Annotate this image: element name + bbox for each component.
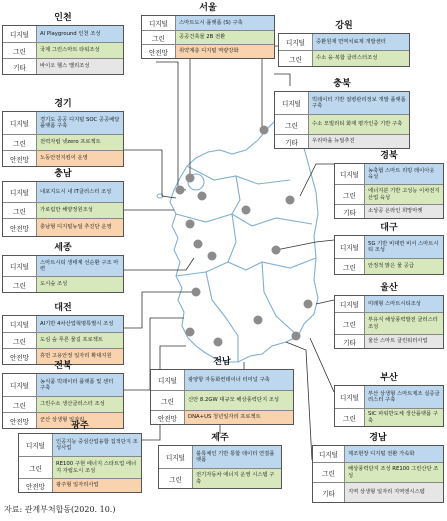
category-label: 그린: [3, 135, 37, 150]
row-digital: [279, 34, 409, 50]
region-incheon-box: [2, 25, 124, 75]
region-gyeonggi-title: 경기: [54, 99, 72, 109]
row-green: [3, 276, 123, 292]
region-chungbuk: [274, 78, 410, 149]
initiative-text: 스마트시티 생태계 선순환 구조 마련: [37, 256, 123, 276]
category-label: 그린: [142, 31, 176, 44]
region-sejong-title: 세종: [54, 243, 72, 253]
row-safety: [3, 150, 123, 166]
region-sejong: [2, 242, 124, 293]
initiative-text: 인공지능 중심산업융합 집적단지 조성사업: [53, 434, 141, 456]
category-label: 그린: [3, 277, 37, 292]
row-digital: [3, 316, 123, 332]
region-chungbuk-title: 충북: [333, 79, 351, 89]
row-digital: [275, 92, 409, 114]
initiative-text: AI기반 4차산업혁명특별시 조성: [37, 316, 123, 332]
region-incheon-title: 인천: [54, 13, 72, 23]
category-label: 디지털: [19, 434, 53, 456]
row-green: [275, 114, 409, 134]
category-label: 디지털: [3, 112, 37, 134]
category-label: 안전망: [3, 219, 37, 236]
region-daegu-title: 대구: [380, 223, 398, 233]
initiative-text: 중환원재 면역치료제 개발센터: [313, 34, 409, 50]
region-gwangju-box: [18, 433, 142, 493]
category-label: 디지털: [335, 296, 365, 312]
region-jeonnam: [150, 356, 294, 425]
initiative-text: 해상풍력단지 조성 RE100 그린산단 조성: [345, 463, 443, 482]
initiative-text: DNA+US 청년일자리 프로젝트: [185, 411, 293, 424]
category-label: 디지털: [335, 386, 365, 408]
leader-gyeonggi: [123, 150, 176, 198]
initiative-text: 광주형 일자리사업: [53, 479, 141, 492]
region-gangwon: [278, 20, 410, 67]
initiative-text: 국제 그린스마트 타워조성: [37, 43, 123, 58]
region-jeonnam-box: [150, 369, 294, 425]
marker-incheon: [176, 186, 185, 195]
row-digital: [19, 434, 141, 456]
category-label: 기타: [335, 205, 365, 218]
initiative-text: 내포지도시 내 IT클러스터 조성: [37, 182, 123, 202]
row-digital: [151, 370, 293, 390]
marker-gangwon: [260, 126, 269, 135]
marker-gwangju: [186, 328, 195, 337]
row-green: [151, 390, 293, 410]
row-digital: [313, 446, 443, 462]
region-ulsan-title: 울산: [380, 283, 398, 293]
region-gyeonggi-box: [2, 111, 124, 167]
category-label: 그린: [335, 313, 365, 334]
row-green: [335, 312, 443, 334]
category-label: 그린: [313, 463, 345, 482]
row-digital: [335, 164, 443, 184]
region-gwangju: [18, 420, 142, 493]
region-gwangju-title: 광주: [71, 421, 89, 431]
initiative-text: 도시숲 조성: [37, 277, 123, 292]
region-busan: [334, 372, 444, 427]
category-label: 안전망: [3, 349, 37, 364]
category-label: 그린: [3, 43, 37, 58]
initiative-text: 충남형 디지털뉴딜 추진단 운영: [37, 219, 123, 236]
marker-sejong: [194, 240, 203, 249]
leader-incheon: [156, 62, 186, 190]
row-green: [142, 30, 274, 44]
region-chungnam: [2, 168, 124, 237]
region-jeju-box: [158, 445, 282, 489]
region-busan-title: 부산: [380, 373, 398, 383]
row-green: [19, 456, 141, 478]
row-etc: [275, 134, 409, 148]
category-label: 디지털: [142, 16, 176, 30]
row-green: [3, 42, 123, 58]
region-sejong-box: [2, 255, 124, 293]
category-label: 그린: [3, 203, 37, 218]
category-label: 디지털: [313, 446, 345, 462]
initiative-text: AI Playground 인천 조성: [37, 26, 123, 42]
initiative-text: 휴먼 고용안정 일자리 확대지원: [37, 349, 123, 364]
category-label: 안전망: [151, 411, 185, 424]
region-chungnam-box: [2, 181, 124, 237]
category-label: 그린: [3, 333, 37, 348]
category-label: 그린: [275, 115, 309, 134]
row-green: [313, 462, 443, 482]
initiative-text: 공공건축물 2B 전환: [176, 31, 274, 44]
region-jeju-title: 제주: [211, 433, 229, 443]
row-green: [159, 468, 281, 488]
row-green: [335, 258, 443, 274]
category-label: 안전망: [3, 413, 37, 428]
row-etc: [313, 482, 443, 502]
marker-gyeonggi: [198, 192, 207, 201]
region-daegu: [334, 222, 444, 275]
region-gyeongnam: [312, 432, 444, 503]
region-jeju: [158, 432, 282, 489]
row-digital: [3, 26, 123, 42]
marker-jeonbuk: [192, 288, 201, 297]
region-seoul-box: [141, 15, 275, 59]
row-green: [335, 408, 443, 426]
category-label: 그린: [335, 185, 365, 204]
marker-seoul: [186, 174, 195, 183]
region-gyeongnam-title: 경남: [369, 433, 387, 443]
category-label: 그린: [159, 469, 193, 488]
region-chungnam-title: 충남: [54, 169, 72, 179]
row-green: [335, 184, 443, 204]
region-busan-box: [334, 385, 444, 427]
region-gangwon-box: [278, 33, 410, 67]
category-label: 디지털: [3, 26, 37, 42]
row-etc: [335, 334, 443, 348]
initiative-text: 안정적 맑은 물 공급: [365, 259, 443, 274]
initiative-text: 농식품 빅데이터 플랫폼 및 센터 구축: [37, 374, 123, 396]
category-label: 그린: [3, 397, 37, 412]
category-label: 기타: [3, 59, 37, 74]
region-gyeongbuk-box: [334, 163, 444, 219]
initiative-text: 노동안전지킴이 운영: [37, 151, 123, 166]
marker-jeonnam: [214, 338, 223, 347]
marker-chungnam: [186, 220, 195, 229]
region-daejeon: [2, 302, 124, 365]
initiative-text: 전력자립 넷zero 프로젝트: [37, 135, 123, 150]
region-daegu-box: [334, 235, 444, 275]
category-label: 기타: [313, 483, 345, 502]
initiative-text: 광양항 자동화컨테이너 터미널 구축: [185, 370, 293, 390]
initiative-text: 지역 상생형 일자리 지역엔시스템: [345, 483, 443, 502]
category-label: 디지털: [151, 370, 185, 390]
row-etc: [335, 204, 443, 218]
initiative-text: 취약계층 디지털 역량강화: [176, 45, 274, 58]
row-digital: [3, 182, 123, 202]
region-jeonnam-title: 전남: [213, 357, 231, 367]
region-chungbuk-box: [274, 91, 410, 149]
category-label: 디지털: [3, 182, 37, 202]
initiative-text: 부유식 해상풍력발전 클러스터 조성: [365, 313, 443, 334]
marker-gyeongbuk: [286, 196, 295, 205]
category-label: 그린: [279, 51, 313, 66]
row-safety: [19, 478, 141, 492]
row-safety: [3, 218, 123, 236]
row-safety: [151, 410, 293, 424]
marker-chungbuk: [242, 206, 251, 215]
region-gyeongbuk-title: 경북: [380, 151, 398, 161]
row-etc: [3, 58, 123, 74]
marker-daejeon: [208, 252, 217, 261]
region-gyeongnam-box: [312, 445, 444, 503]
row-green: [3, 134, 123, 150]
initiative-text: 군산 상생형 일자리: [37, 413, 123, 428]
category-label: 디지털: [3, 256, 37, 276]
initiative-text: 5G 기반 비대면 비서 스마트시티 조성: [365, 236, 443, 258]
marker-gyeongnam: [254, 316, 263, 325]
row-digital: [335, 296, 443, 312]
marker-daegu: [272, 246, 281, 255]
initiative-text: 부산 상생형 스마트제조 실증클러스터 구축: [365, 386, 443, 408]
region-jeonbuk-title: 전북: [54, 361, 72, 371]
row-digital: [335, 386, 443, 408]
region-incheon: [2, 12, 124, 75]
initiative-text: 에너지분 기반 고성능 이차전지 산업 육성: [365, 185, 443, 204]
row-digital: [142, 16, 274, 30]
category-label: 디지털: [275, 92, 309, 114]
category-label: 그린: [335, 259, 365, 274]
category-label: 그린: [151, 391, 185, 410]
row-digital: [335, 236, 443, 258]
row-safety: [142, 44, 274, 58]
category-label: 디지털: [3, 374, 37, 396]
initiative-text: 미래형 스마트시티조성: [365, 296, 443, 312]
initiative-text: 도심 숲 푸른 물길 프로젝트: [37, 333, 123, 348]
row-green: [279, 50, 409, 66]
region-jeonbuk: [2, 360, 124, 429]
category-label: 안전망: [3, 151, 37, 166]
initiative-text: 빅데이터 기반 질병관리정보 개발 플랫폼 구축: [309, 92, 409, 114]
category-label: 디지털: [159, 446, 193, 468]
initiative-text: 가로림만 해양정원조성: [37, 203, 123, 218]
initiative-text: 신안 8.2GW 대규모 해상풍력단지 조성: [185, 391, 293, 410]
region-daejeon-box: [2, 315, 124, 365]
category-label: 디지털: [335, 236, 365, 258]
row-digital: [3, 112, 123, 134]
initiative-text: 제조현장 디지털 전환 가속화: [345, 446, 443, 462]
category-label: 디지털: [335, 164, 365, 184]
row-digital: [159, 446, 281, 468]
category-label: 기타: [335, 335, 365, 348]
initiative-text: 수소 모빌리티 화재 평가인증 기반 구축: [309, 115, 409, 134]
region-daejeon-title: 대전: [54, 303, 72, 313]
category-label: 그린: [19, 457, 53, 478]
row-digital: [3, 256, 123, 276]
mainland-outline: [170, 112, 318, 362]
initiative-text: 경기도 공공 디지털 SOC 공공배달 플랫폼 구축: [37, 112, 123, 134]
row-green: [3, 202, 123, 218]
region-ulsan: [334, 282, 444, 349]
region-gyeongbuk: [334, 150, 444, 219]
row-green: [3, 332, 123, 348]
region-seoul: [141, 2, 275, 59]
initiative-text: 스마트도시 플랫폼 (S) 구축: [176, 16, 274, 30]
region-seoul-title: 서울: [199, 3, 217, 13]
row-green: [3, 396, 123, 412]
initiative-text: 그린수소 생산클러스터 조성: [37, 397, 123, 412]
marker-busan: [292, 332, 301, 341]
initiative-text: 바이오 헬스 밸리조성: [37, 59, 123, 74]
region-gangwon-title: 강원: [335, 21, 353, 31]
category-label: 안전망: [19, 479, 53, 492]
category-label: 안전망: [142, 45, 176, 58]
category-label: 디지털: [279, 34, 313, 50]
region-gyeonggi: [2, 98, 124, 167]
row-digital: [3, 374, 123, 396]
leader-ulsan: [316, 300, 334, 304]
source-note: 자료: 관계부처합동(2020. 10.): [4, 505, 116, 514]
initiative-text: 수소 융·복합 클러스터조성: [313, 51, 409, 66]
initiative-text: SIC 파워반도체 생산플랫폼 구축: [365, 409, 443, 426]
leader-busan: [310, 338, 334, 392]
initiative-text: 농축협 스마트 리빙 레이아웃 육성: [365, 164, 443, 184]
category-label: 디지털: [3, 316, 37, 332]
region-ulsan-box: [334, 295, 444, 349]
initiative-text: 블록체인 기반 통합 데이터 연결플랫폼: [193, 446, 281, 468]
initiative-text: 우리마을 뉴딜추진: [309, 135, 409, 148]
initiative-text: RE100 구현 에너지 스타트업 에너지 자립도시 조성: [53, 457, 141, 478]
initiative-text: 소상공 온라인 희망마켓: [365, 205, 443, 218]
marker-ulsan: [304, 300, 313, 309]
category-label: 기타: [275, 135, 309, 148]
initiative-text: 전기자동차 에너지 운영 시스템 구축: [193, 469, 281, 488]
initiative-text: 울산 스마트 클린워터사업: [365, 335, 443, 348]
category-label: 그린: [335, 409, 365, 426]
